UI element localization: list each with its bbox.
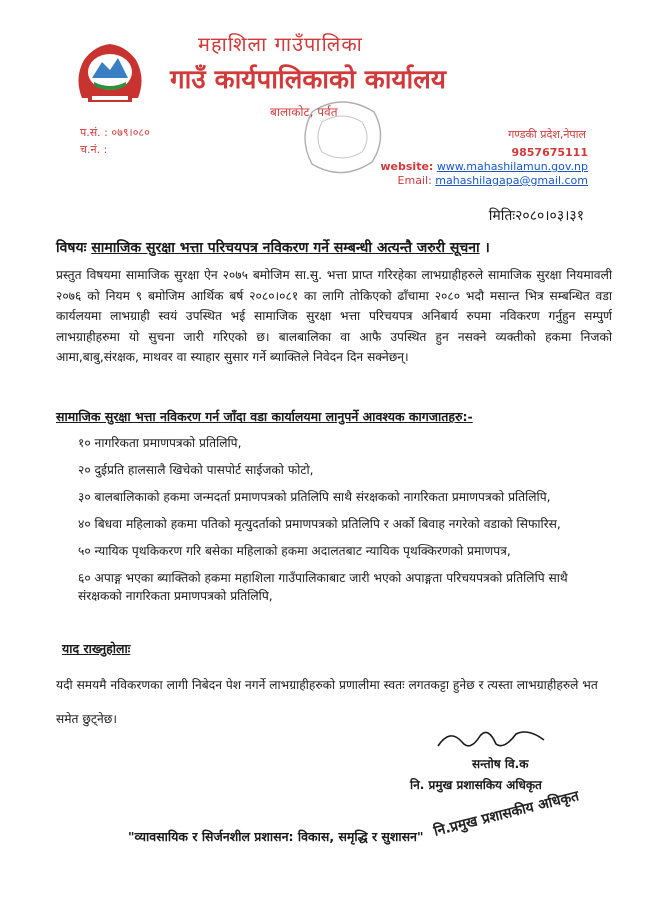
list-item: ३० बालबालिकाको हकमा जन्मदर्ता प्रमाणपत्रको प्रतिलिपि साथै संरक्षकको नागरिकता प्रमाणपत्रको प्रतिलिपि, (78, 490, 551, 504)
documents-list (78, 434, 598, 614)
body-paragraph: प्रस्तुत विषयमा सामाजिक सुरक्षा ऐन २०७५ बमोजिम सा.सु. भत्ता प्राप्त गरिरहेका लाभग्राहीहरुले सामाजिक सुरक्षा नियमावली २०७६ को नियम ९ बमोजिम आर्थिक बर्ष २०८०।०८१ का लागि तोकिएको ढाँचामा २०८० भदौ मसान्त भित्र सम्बन्धित वडा कार्यलयमा लाभग्राही स्वयं उपस्थित भई सामाजिक सुरक्षा भत्ता परिचयपत्र अनिबार्य रुपमा नविकरण गर्नुहुन सम्पुर्ण लाभग्राहीहरुमा यो सुचना जारी गरिएको छ। बालबालिका वा आफै उपस्थित हुन नसक्ने व्यक्तीको हकमा निजको आमा,बाबु,संरक्षक, माथवर वा स्याहार सुसार गर्ने ब्याक्तिले निवेदन दिन सक्नेछन्। (56, 268, 612, 364)
office-name: गाउँ कार्यपालिकाको कार्यालय (170, 65, 446, 95)
subject-label: विषयः (56, 240, 87, 256)
phone-number: 9857675111 (511, 146, 588, 159)
list-item: १० नागरिकता प्रमाणपत्रको प्रतिलिपि, (78, 436, 242, 450)
email-line (398, 174, 588, 187)
signatory-name: सन्तोष वि.क (472, 757, 529, 771)
office-location: बालाकोट, पर्वत (270, 105, 338, 119)
subject-line (56, 238, 490, 257)
list-item: ४० बिधवा महिलाको हकमा पतिको मृत्युदर्ताको प्रमाणपत्रको प्रतिलिपि र अर्को बिवाह नगरेको वडाको सिफारिस, (78, 517, 561, 531)
note-text: यदी समयमै नविकरणका लागी निबेदन पेश नगर्ने लाभग्राहीहरुको प्रणालीमा स्वतः लगतकट्टा हुनेछ र त्यस्ता लाभग्राहीहरुले भत समेत छुट्नेछ। (56, 678, 598, 726)
handwritten-signature (432, 724, 552, 754)
org-name: महाशिला गाउँपालिका (198, 32, 363, 56)
subject-text: सामाजिक सुरक्षा भत्ता परिचयपत्र नविकरण गर्ने सम्बन्धी अत्यन्तै जरुरी सूचना (91, 240, 480, 256)
email-label: Email: (397, 174, 432, 187)
subject-end: । (484, 240, 490, 256)
email-link[interactable]: mahashilagapa@gmail.com (435, 174, 588, 187)
designation-stamp: नि.प्रमुख प्रशासकीय अधिकृत (432, 788, 581, 840)
nepal-emblem-logo (70, 38, 150, 108)
signatory-designation: नि. प्रमुख प्रशासकिय अधिकृत (410, 778, 542, 792)
documents-heading: सामाजिक सुरक्षा भत्ता नविकरण गर्न जाँदा वडा कार्यालयमा लानुपर्ने आवश्यक कागजातहरु:- (56, 409, 473, 424)
list-item: ६० अपाङ्ग भएका ब्याक्तिको हकमा महाशिला गाउँपालिकाबाट जारी भएको अपाङ्गता परिचयपत्रको प्रतिलिपि साथै संरक्षकको नागरिकता प्रमाणपत्रको प्रतिलिपि, (78, 571, 568, 603)
office-seal-stamp (292, 92, 392, 182)
patra-sankhya: प.सं. : ०७९।०८० (80, 126, 150, 139)
website-link[interactable]: www.mahashilamun.gov.np (436, 160, 588, 173)
note-heading: याद राख्नुहोलाः (62, 641, 131, 656)
slogan: "व्यावसायिक र सिर्जनशील प्रशासन: विकास, समृद्धि र सुशासन" (128, 829, 424, 844)
province: गण्डकी प्रदेश,नेपाल (508, 128, 586, 141)
letter-date: मितिः२०८०।०३।३१ (488, 208, 584, 224)
website-line (380, 160, 588, 173)
list-item: २० दुईप्रति हालसालै खिचेको पासपोर्ट साईजको फोटो, (78, 463, 314, 477)
website-label: website: (380, 160, 434, 173)
list-item: ५० न्यायिक पृथकिकरण गरि बसेका महिलाको हकमा अदालतबाट न्यायिक पृथक्किरणको प्रमाणपत्र, (78, 544, 511, 558)
chalani-number: च.नं. : (80, 143, 108, 156)
